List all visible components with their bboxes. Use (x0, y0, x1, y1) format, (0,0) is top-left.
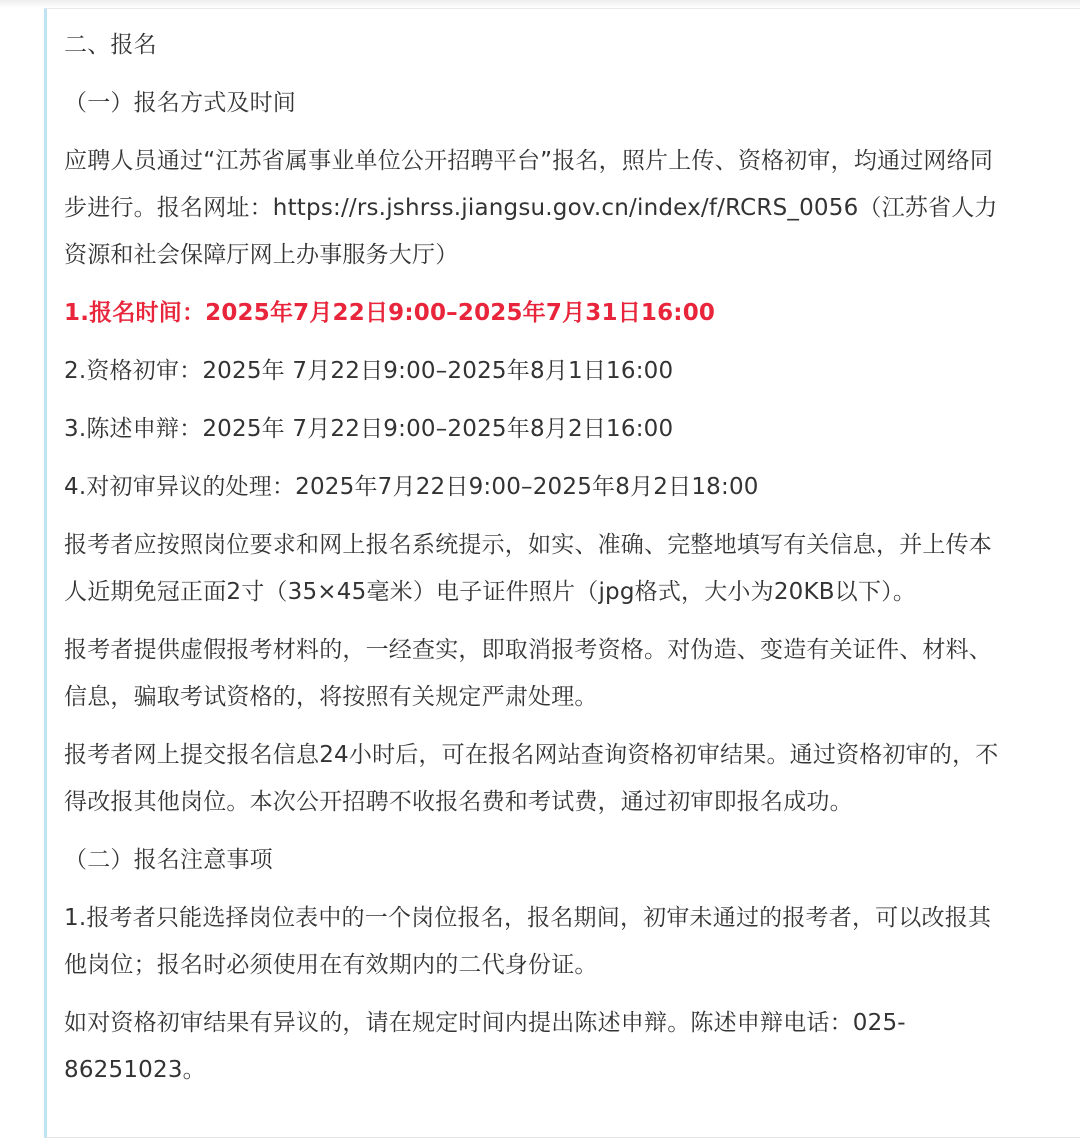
statement-defense-time: 3.陈述申辩：2025年 7月22日9:00–2025年8月2日16:00 (64, 416, 674, 442)
top-strip (0, 0, 1080, 8)
qualification-review-time: 2.资格初审：2025年 7月22日9:00–2025年8月1日16:00 (64, 358, 674, 384)
article-body (64, 22, 999, 1094)
note-objection-phone: 如对资格初审结果有异议的，请在规定时间内提出陈述申辩。陈述申辩电话：025-86251023。 (64, 1010, 906, 1083)
subsection-title-2: （二）报名注意事项 (64, 847, 273, 873)
objection-handling-time: 4.对初审异议的处理：2025年7月22日9:00–2025年8月2日18:00 (64, 474, 759, 500)
intro-paragraph: 应聘人员通过“江苏省属事业单位公开招聘平台”报名，照片上传、资格初审，均通过网络同步进行。报名网址：https://rs.jshrss.jiangsu.gov.cn/index/f/RCRS_0056（江苏省人力资源和社会保障厅网上办事服务大厅） (64, 148, 998, 268)
note-one-position: 1.报考者只能选择岗位表中的一个岗位报名，报名期间，初审未通过的报考者，可以改报其他岗位；报名时必须使用在有效期内的二代身份证。 (64, 905, 992, 978)
section-title: 二、报名 (64, 32, 157, 58)
review-result-paragraph: 报考者网上提交报名信息24小时后，可在报名网站查询资格初审结果。通过资格初审的，不得改报其他岗位。本次公开招聘不收报名费和考试费，通过初审即报名成功。 (64, 742, 999, 815)
photo-requirement-paragraph: 报考者应按照岗位要求和网上报名系统提示，如实、准确、完整地填写有关信息，并上传本人近期免冠正面2寸（35×45毫米）电子证件照片（jpg格式，大小为20KB以下）。 (64, 532, 992, 605)
registration-time: 1.报名时间：2025年7月22日9:00–2025年7月31日16:00 (64, 300, 716, 326)
false-material-paragraph: 报考者提供虚假报考材料的，一经查实，即取消报考资格。对伪造、变造有关证件、材料、信息，骗取考试资格的，将按照有关规定严肃处理。 (64, 637, 992, 710)
subsection-title-1: （一）报名方式及时间 (64, 90, 296, 116)
